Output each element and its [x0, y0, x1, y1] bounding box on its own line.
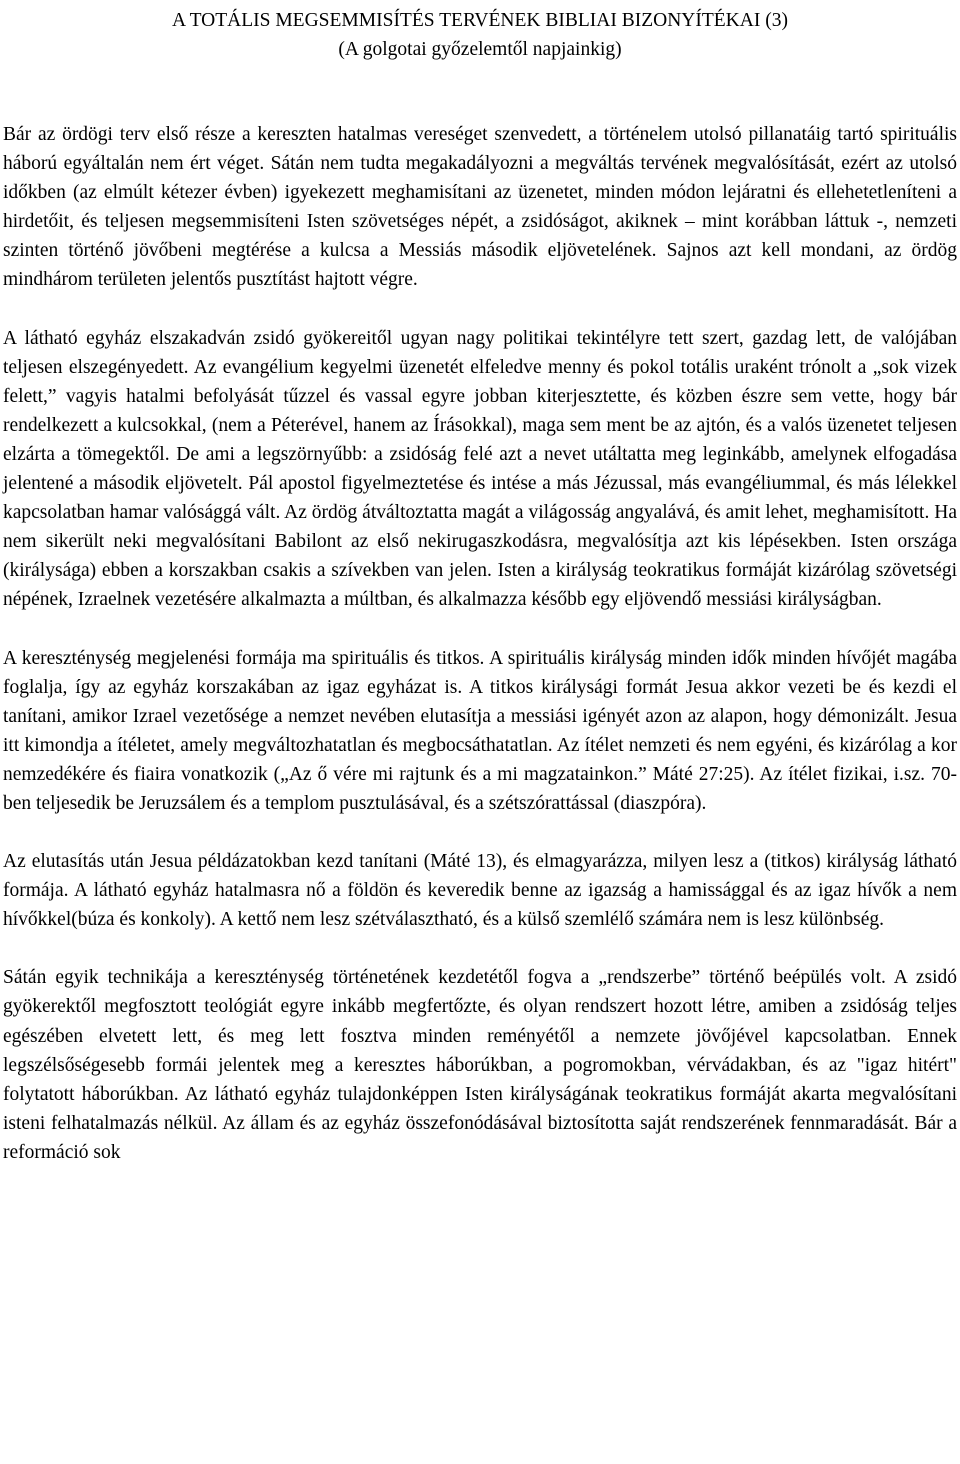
document-page [3, 6, 957, 1196]
title-block [3, 6, 957, 64]
paragraph: A kereszténység megjelenési formája ma spirituális és titkos. A spirituális királyság minden idők minden hívőjét magába foglalja, így az egyház korszakában az igaz egyházat is. A titkos királysági formát Jesua akkor vezeti be és kezdi el tanítani, amikor Izrael vezetősége a nemzet nevében elutasítja a messiási igényét azon az alapon, hogy démonizált. Jesua itt kimondja a ítéletet, amely megváltozhatatlan és megbocsáthatatlan. Az ítélet nemzeti és nem egyéni, és kizárólag a kor nemzedékére és fiaira vonatkozik („Az ő vére mi rajtunk és a mi magzatainkon.” Máté 27:25). Az ítélet fizikai, i.sz. 70-ben teljesedik be Jeruzsálem és a templom pusztulásával, és a szétszórattással (diaszpóra). [3, 647, 957, 814]
paragraph: Sátán egyik technikája a kereszténység történetének kezdetétől fogva a „rendszerbe” történő beépülés volt. A zsidó gyökerektől megfosztott teológiát egyre inkább megfertőzte, és olyan rendszert hozott létre, amiben a zsidóság teljes egészében elvetett lett, és meg lett fosztva minden reményétől a nemzete jövőjével kapcsolatban. Ennek legszélsőségesebb formái jelentek meg a keresztes háborúkban, a pogromokban, vérvádakban, és az "igaz hitért" folytatott háborúkban. Az látható egyház tulajdonképpen Isten királyságának teokratikus formáját akarta megvalósítani isteni felhatalmazás nélkül. Az állam és az egyház összefonódásával biztosította saját rendszerének fennmaradását. Bár a reformáció sok [3, 967, 957, 1163]
document-title: A TOTÁLIS MEGSEMMISÍTÉS TERVÉNEK BIBLIAI BIZONYÍTÉKAI (3) [172, 10, 788, 31]
paragraph: Az elutasítás után Jesua példázatokban kezd tanítani (Máté 13), és elmagyarázza, milyen lesz a (titkos) királyság látható formája. A látható egyház hatalmasra nő a földön és keveredik benne az igazság a hamissággal és az igaz hívők a nem hívőkkel(búza és konkoly). A kettő nem lesz szétválasztható, és a külső szemlélő számára nem is lesz különbség. [3, 851, 957, 931]
paragraph: Bár az ördögi terv első része a kereszten hatalmas vereséget szenvedett, a történelem utolsó pillanatáig tartó spirituális háború egyáltalán nem ért véget. Sátán nem tudta megakadályozni a megváltás tervének megvalósítását, ezért az utolsó időkben (az elmúlt kétezer évben) igyekezett meghamisítani az üzenetet, minden módon lejáratni és ellehetetleníteni a hirdetőit, és teljesen megsemmisíteni Isten szövetséges népét, a zsidóságot, akiknek – mint korábban láttuk -, nemzeti szinten történő jövőbeni megtérése a kulcsa a Messiás második eljövetelének. Sajnos azt kell mondani, az ördög mindhárom területen jelentős pusztítást hajtott végre. [3, 124, 957, 291]
document-subtitle: (A golgotai győzelemtől napjainkig) [338, 39, 622, 60]
paragraph: A látható egyház elszakadván zsidó gyökereitől ugyan nagy politikai tekintélyre tett szert, gazdag lett, de valójában teljesen elszegényedett. Az evangélium kegyelmi üzenetét elfeledve menny és pokol totális uraként trónolt a „sok vizek felett,” vagyis hatalmi befolyását tűzzel és vassal egyre jobban kiterjesztette, és közben észre sem vette, hogy bár rendelkezett a kulcsokkal, (nem a Péterével, hanem az Írásokkal), maga sem ment be az ajtón, és a valós üzenetet teljesen elzárta a tömegektől. De ami a legszörnyűbb: a zsidóság felé azt a nevet utáltatta meg leginkább, amelynek elfogadása jelentené a második eljövetelt. Pál apostol figyelmeztetése és intése a más Jézussal, más evangéliummal, és más lélekkel kapcsolatban hamar valósággá vált. Az ördög átváltoztatta magát a világosság angyalává, és amit lehet, meghamisított. Ha nem sikerült neki megvalósítani Babilont az első nekirugaszkodásra, megvalósítja azt kis lépésekben. Isten országa (királysága) ebben a korszakban csakis a szívekben van jelen. Isten a királyság teokratikus formáját kizárólag szövetségi népének, Izraelnek vezetésére alkalmazta a múltban, és alkalmazza később egy eljövendő messiási királyságban. [3, 327, 957, 611]
